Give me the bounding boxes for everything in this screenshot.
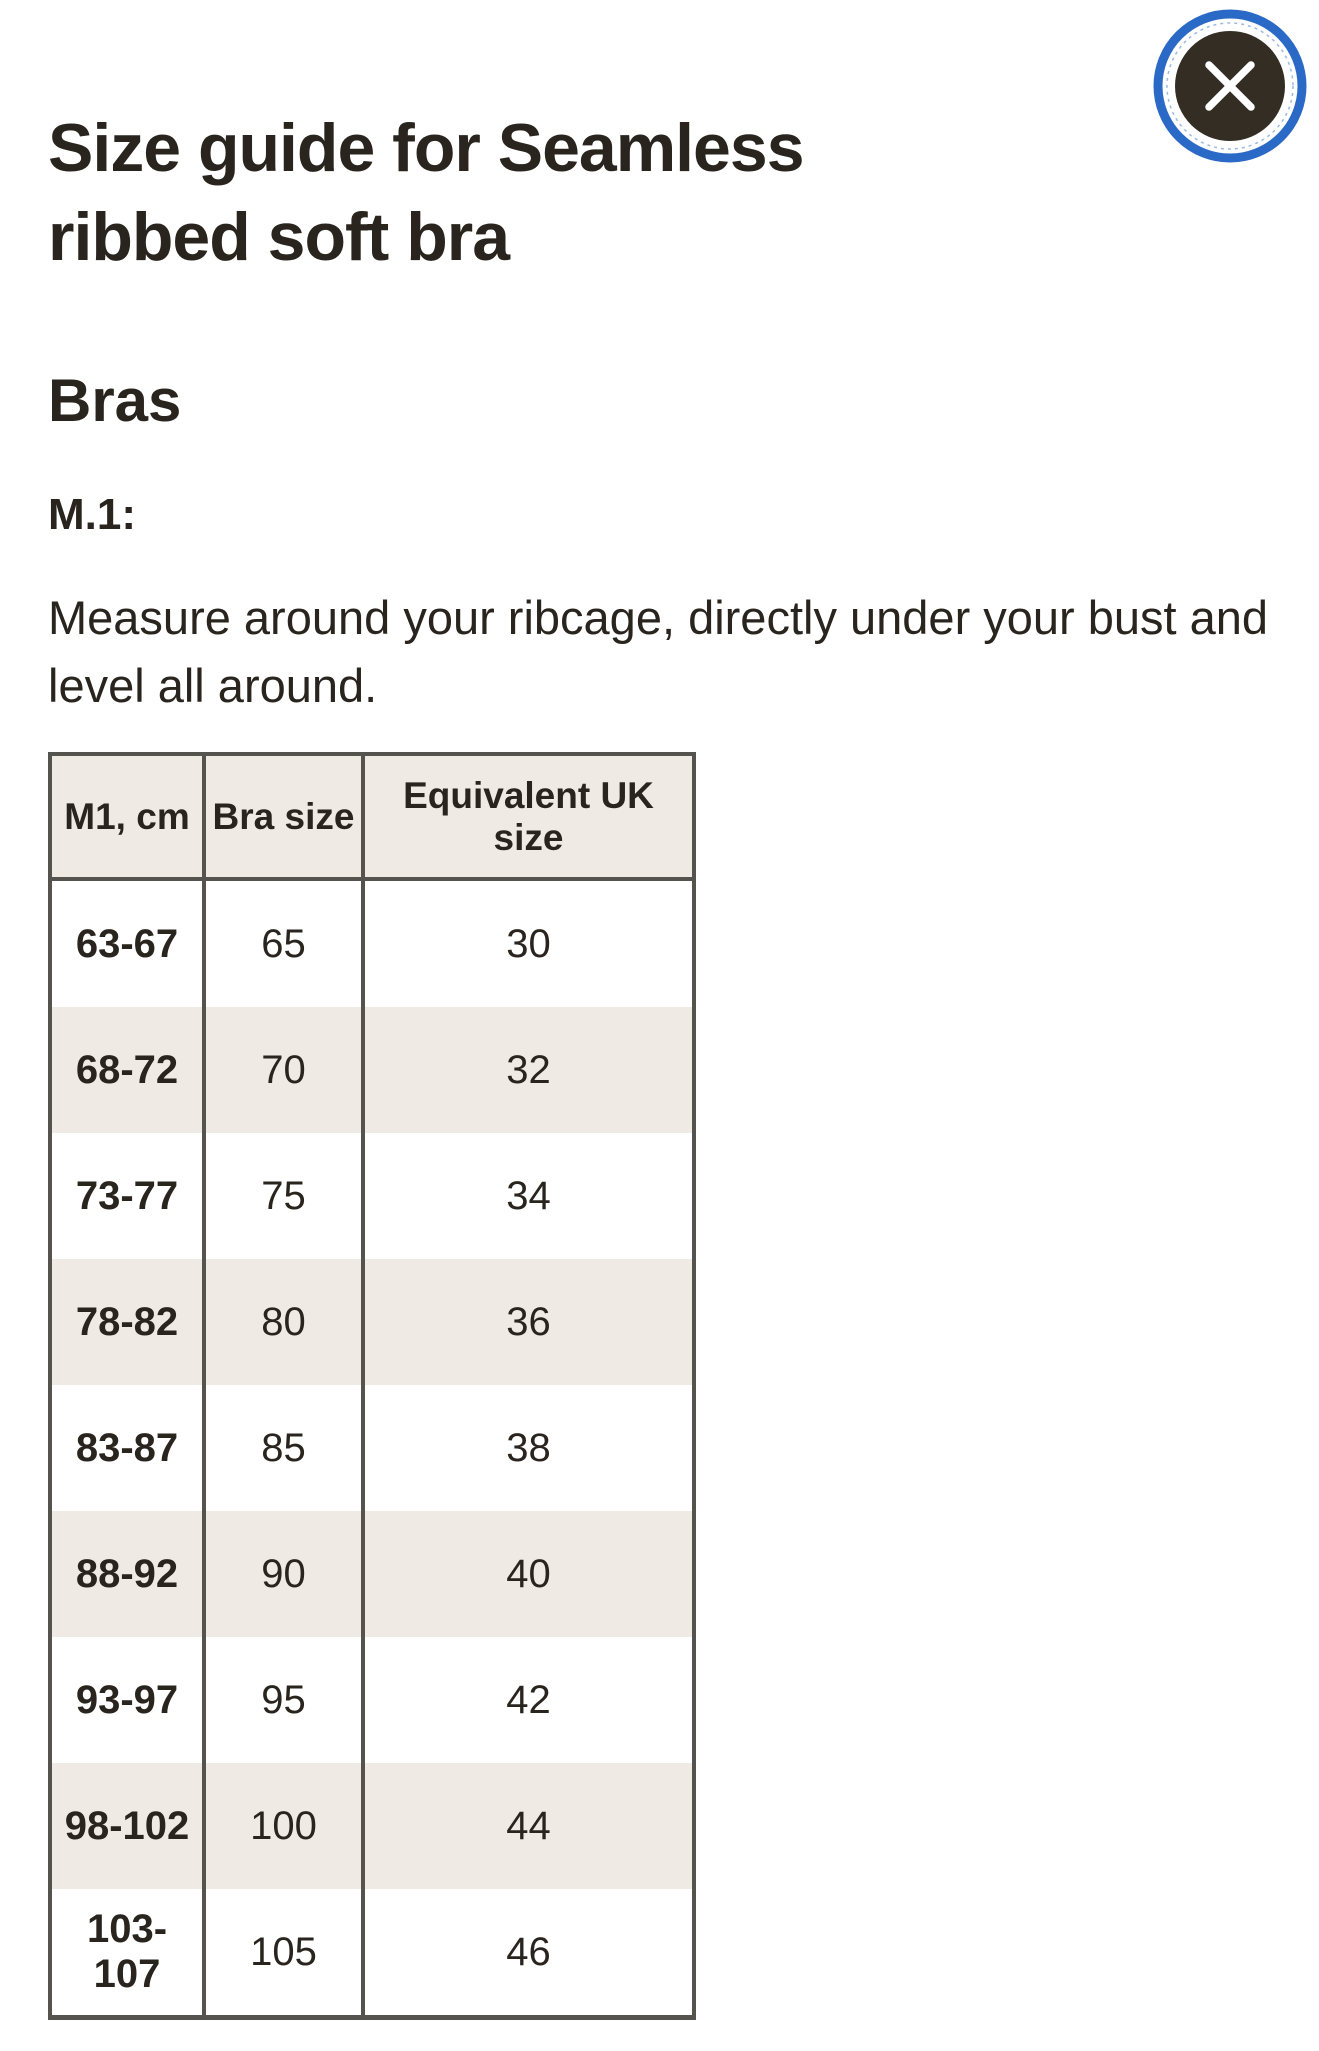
table-cell: 73-77 (50, 1133, 204, 1259)
table-cell: 80 (204, 1259, 363, 1385)
table-row (50, 1133, 694, 1259)
table-cell: 98-102 (50, 1763, 204, 1889)
close-icon (1153, 9, 1307, 163)
table-cell: 34 (363, 1133, 694, 1259)
table-cell: 100 (204, 1763, 363, 1889)
header-row (50, 754, 694, 879)
table-row (50, 1763, 694, 1889)
table-cell: 68-72 (50, 1007, 204, 1133)
table-row (50, 1889, 694, 2018)
table-cell: 42 (363, 1637, 694, 1763)
table-row (50, 1007, 694, 1133)
column-header-2: Equivalent UK size (363, 754, 694, 879)
page-title: Size guide for Seamless ribbed soft bra (48, 110, 804, 275)
table-cell: 30 (363, 879, 694, 1007)
table-cell: 103-107 (50, 1889, 204, 2018)
table-cell: 70 (204, 1007, 363, 1133)
measurement-description: Measure around your ribcage, directly under your bust and level all around. (48, 591, 1269, 712)
table-cell: 93-97 (50, 1637, 204, 1763)
table-cell: 40 (363, 1511, 694, 1637)
table-cell: 105 (204, 1889, 363, 2018)
table-cell: 36 (363, 1259, 694, 1385)
table-row (50, 1385, 694, 1511)
table-row (50, 1259, 694, 1385)
measurement-label: M.1: (48, 490, 136, 539)
table-cell: 65 (204, 879, 363, 1007)
table-row (50, 1637, 694, 1763)
table-cell: 75 (204, 1133, 363, 1259)
table-cell: 90 (204, 1511, 363, 1637)
size-table (48, 752, 696, 2020)
table-cell: 85 (204, 1385, 363, 1511)
table-cell: 88-92 (50, 1511, 204, 1637)
size-table-header (50, 754, 694, 879)
category-heading: Bras (48, 367, 182, 434)
table-cell: 83-87 (50, 1385, 204, 1511)
column-header-0: M1, cm (50, 754, 204, 879)
column-header-1: Bra size (204, 754, 363, 879)
table-row (50, 1511, 694, 1637)
table-cell: 32 (363, 1007, 694, 1133)
table-cell: 46 (363, 1889, 694, 2018)
table-cell: 63-67 (50, 879, 204, 1007)
size-table-body (50, 879, 694, 2018)
table-cell: 44 (363, 1763, 694, 1889)
table-cell: 78-82 (50, 1259, 204, 1385)
table-cell: 38 (363, 1385, 694, 1511)
close-button[interactable] (1153, 9, 1307, 163)
table-row (50, 879, 694, 1007)
table-cell: 95 (204, 1637, 363, 1763)
